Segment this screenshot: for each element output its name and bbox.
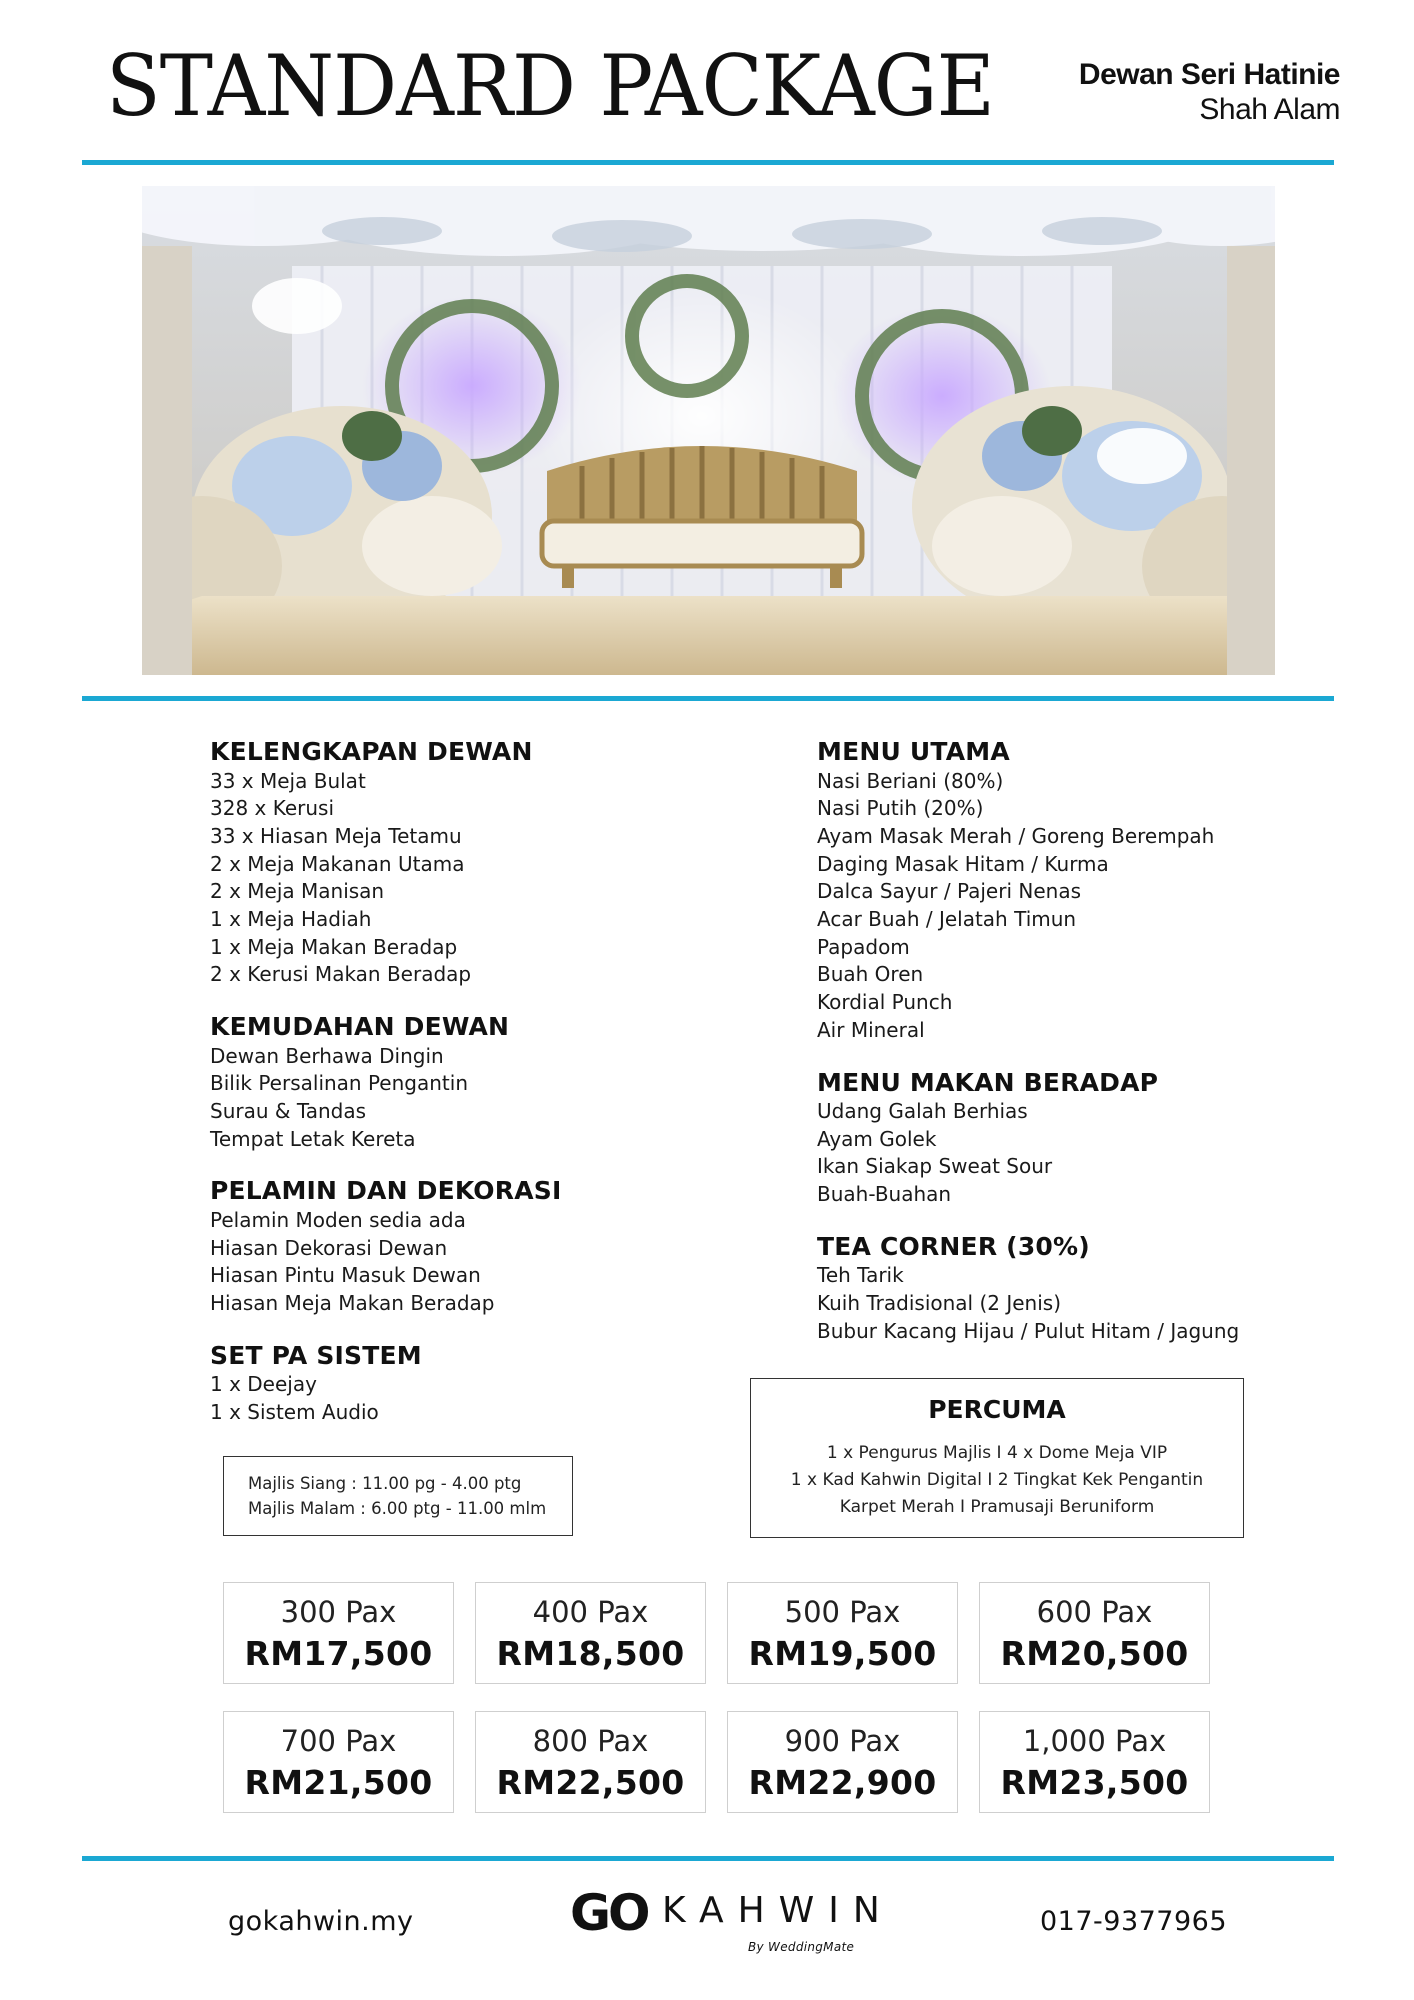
list-item: 33 x Hiasan Meja Tetamu [210,823,462,848]
price-card [979,1711,1210,1813]
section-title: TEA CORNER (30%) [817,1231,1090,1261]
section-menu-makan-beradap [817,1069,1337,1209]
price-amount: RM22,900 [748,1763,937,1802]
list-item: Surau & Tandas [210,1099,367,1124]
website-link[interactable]: gokahwin.my [228,1906,414,1937]
price-card [223,1711,454,1813]
list-item: Air Mineral [817,1017,925,1042]
pax-label: 800 Pax [532,1724,649,1758]
list-item: Kordial Punch [817,990,953,1015]
list-item: 2 x Meja Manisan [210,879,385,904]
schedule-malam: Majlis Malam : 6.00 ptg - 11.00 mlm [248,1499,547,1518]
list-item: Ayam Golek [817,1126,937,1151]
list-item: 2 x Meja Makanan Utama [210,851,465,876]
section-title: KELENGKAPAN DEWAN [210,737,533,766]
pax-label: 500 Pax [784,1595,901,1629]
section-title: SET PA SISTEM [210,1340,422,1370]
schedule-box [223,1456,573,1536]
list-item: Tempat Letak Kereta [210,1126,416,1151]
logo-kahwin: KAHWIN [662,1890,894,1931]
list-item: Bubur Kacang Hijau / Pulut Hitam / Jagung [817,1318,1240,1343]
list-item: Ayam Masak Merah / Goreng Berempah [817,823,1215,848]
percuma-line: 1 x Kad Kahwin Digital I 2 Tingkat Kek Pengantin [790,1470,1204,1490]
list-item: 1 x Meja Hadiah [210,907,372,932]
section-title: MENU MAKAN BERADAP [817,1067,1159,1097]
venue-block [1079,58,1340,127]
percuma-line: 1 x Pengurus Majlis I 4 x Dome Meja VIP [826,1443,1168,1463]
price-amount: RM22,500 [496,1763,685,1802]
gokahwin-logo [570,1884,894,1958]
list-item: 1 x Sistem Audio [210,1399,379,1424]
pax-label: 400 Pax [532,1595,649,1629]
list-item: Buah Oren [817,962,924,987]
venue-name: Dewan Seri Hatinie [1078,58,1340,91]
list-item: Buah-Buahan [817,1182,952,1207]
section-set-pa-sistem [210,1342,730,1427]
left-column [210,738,730,1451]
list-item: 1 x Deejay [210,1372,317,1397]
footer-divider [82,1856,1334,1861]
top-divider [82,160,1334,165]
list-item: Papadom [817,934,910,959]
price-amount: RM17,500 [244,1634,433,1673]
list-item: 2 x Kerusi Makan Beradap [210,962,472,987]
price-grid [223,1582,1211,1840]
price-card [727,1711,958,1813]
section-kemudahan-dewan [210,1013,730,1153]
pelamin-illustration [142,186,1275,675]
section-tea-corner [817,1233,1337,1346]
right-column [817,738,1337,1369]
photo-divider [82,696,1334,701]
list-item: 1 x Meja Makan Beradap [210,934,458,959]
pax-label: 700 Pax [280,1724,397,1758]
list-item: Hiasan Dekorasi Dewan [210,1235,448,1260]
list-item: 328 x Kerusi [210,796,335,821]
list-item: Teh Tarik [817,1263,904,1288]
price-card [727,1582,958,1684]
section-pelamin-dekorasi [210,1177,730,1317]
price-row [223,1711,1211,1813]
list-item: Acar Buah / Jelatah Timun [817,907,1077,932]
logo-tagline: By WeddingMate [748,1940,855,1954]
percuma-title: PERCUMA [928,1395,1066,1424]
price-amount: RM21,500 [244,1763,433,1802]
list-item: Daging Masak Hitam / Kurma [817,851,1109,876]
percuma-line: Karpet Merah I Pramusaji Beruniform [839,1497,1155,1517]
price-card [475,1582,706,1684]
price-row [223,1582,1211,1684]
section-title: MENU UTAMA [817,737,1010,766]
pax-label: 600 Pax [1036,1595,1153,1629]
phone-number[interactable]: 017-9377965 [1040,1906,1228,1937]
list-item: 33 x Meja Bulat [210,768,366,793]
section-menu-utama [817,738,1337,1045]
pelamin-photo [142,186,1275,675]
logo-go: GO [570,1884,648,1942]
price-amount: RM19,500 [748,1634,937,1673]
section-title: PELAMIN DAN DEKORASI [210,1176,562,1206]
pax-label: 900 Pax [784,1724,901,1758]
list-item: Kuih Tradisional (2 Jenis) [817,1291,1061,1316]
list-item: Hiasan Meja Makan Beradap [210,1291,495,1316]
pax-label: 1,000 Pax [1022,1724,1167,1758]
schedule-siang: Majlis Siang : 11.00 pg - 4.00 ptg [248,1474,522,1493]
price-amount: RM18,500 [496,1634,685,1673]
venue-location: Shah Alam [1199,92,1340,126]
list-item: Nasi Beriani (80%) [817,768,1004,793]
section-title: KEMUDAHAN DEWAN [210,1012,510,1042]
list-item: Pelamin Moden sedia ada [210,1207,466,1232]
list-item: Bilik Persalinan Pengantin [210,1071,468,1096]
price-card [475,1711,706,1813]
list-item: Dewan Berhawa Dingin [210,1043,444,1068]
list-item: Dalca Sayur / Pajeri Nenas [817,879,1081,904]
list-item: Ikan Siakap Sweat Sour [817,1154,1053,1179]
price-card [223,1582,454,1684]
price-amount: RM23,500 [1000,1763,1189,1802]
price-card [979,1582,1210,1684]
pax-label: 300 Pax [280,1595,397,1629]
price-amount: RM20,500 [1000,1634,1189,1673]
list-item: Udang Galah Berhias [817,1099,1028,1124]
percuma-box [750,1378,1244,1538]
page-title: STANDARD PACKAGE [106,37,994,135]
list-item: Hiasan Pintu Masuk Dewan [210,1263,481,1288]
section-kelengkapan-dewan [210,738,730,989]
list-item: Nasi Putih (20%) [817,796,984,821]
